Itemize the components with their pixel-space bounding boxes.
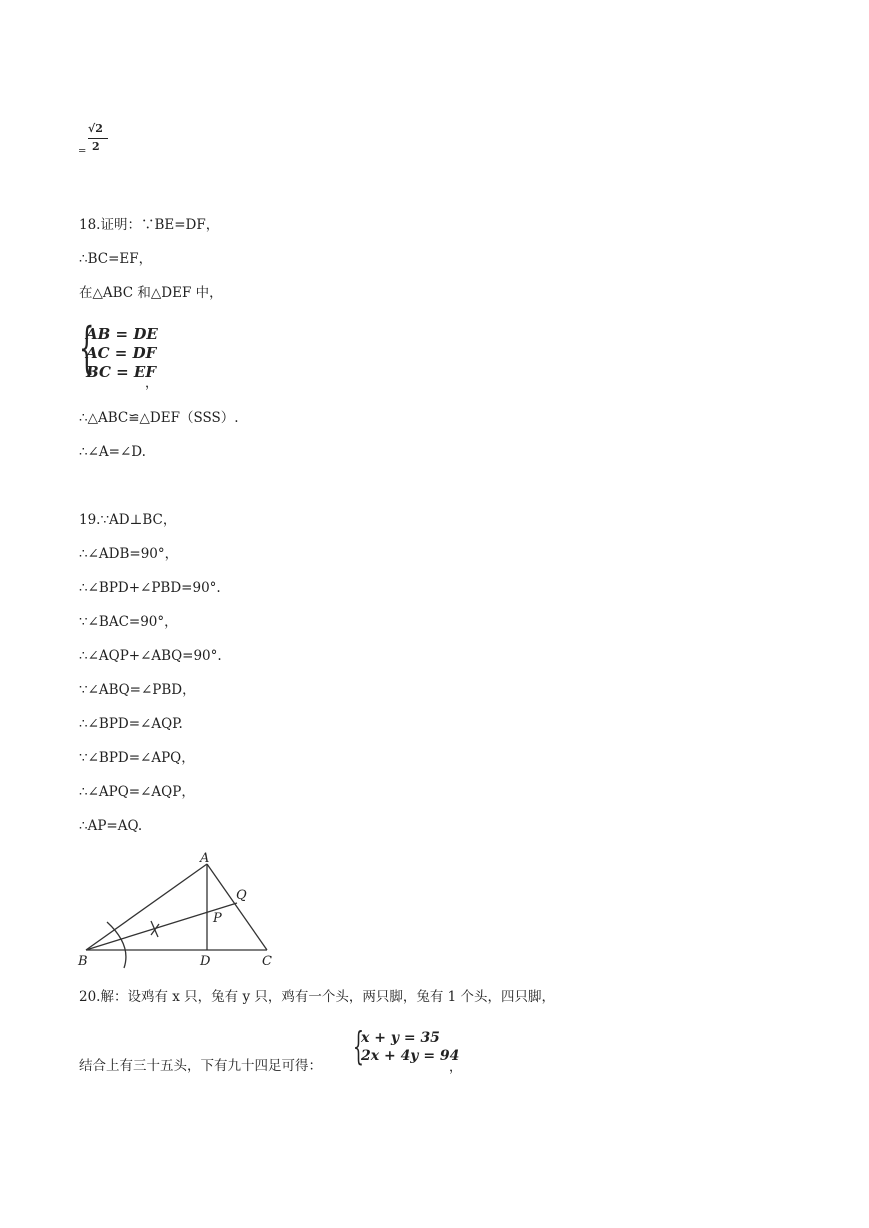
q19-line-2: ∴∠ADB=90°， [79, 546, 179, 562]
q18-conclusion-1: ∴△ABC≌△DEF（SSS）. [79, 410, 239, 426]
system-comma: ， [145, 376, 159, 391]
system-row-2: 2x + 4y = 94 [361, 1048, 460, 1064]
left-brace: { [79, 316, 95, 379]
q18-line-1: 18.证明：∵BE=DF， [79, 217, 220, 233]
q19-line-7: ∴∠BPD=∠AQP. [79, 716, 183, 732]
label-b: B [78, 954, 88, 969]
segment-ba [86, 864, 207, 950]
q18-line-2: ∴BC=EF， [79, 251, 153, 267]
q19-line-9: ∴∠APQ=∠AQP， [79, 784, 195, 800]
label-d: D [200, 954, 211, 969]
q20-line-2: 结合上有三十五头，下有九十四足可得： [79, 1058, 322, 1074]
q19-line-6: ∵∠ABQ=∠PBD， [79, 682, 196, 698]
label-c: C [262, 954, 272, 969]
fraction-denominator: 2 [92, 140, 100, 153]
q18-line-3: 在△ABC 和△DEF 中， [79, 285, 223, 301]
system-row-1: x + y = 35 [361, 1030, 440, 1046]
system-row-1: AB = DE [86, 325, 158, 343]
fraction-bar [88, 138, 108, 139]
fraction-numerator: √2 [88, 122, 103, 135]
q19-line-10: ∴AP=AQ. [79, 818, 143, 834]
arc-mark [107, 922, 126, 968]
equals-sign: = [78, 146, 87, 157]
q20-line-1: 20.解：设鸡有 x 只，兔有 y 只，鸡有一个头，两只脚，兔有 1 个头，四只脚， [79, 989, 556, 1005]
label-p: P [213, 911, 222, 926]
system-comma: ， [449, 1060, 463, 1075]
label-q: Q [236, 888, 247, 903]
q19-line-8: ∵∠BPD=∠APQ， [79, 750, 195, 766]
left-brace: { [353, 1024, 364, 1068]
q19-line-1: 19.∵AD⊥BC， [79, 512, 177, 528]
q19-line-3: ∴∠BPD+∠PBD=90°. [79, 580, 221, 596]
segment-ac [207, 864, 267, 950]
q19-line-4: ∵∠BAC=90°， [79, 614, 178, 630]
system-row-3: BC = EF [86, 363, 156, 381]
system-row-2: AC = DF [86, 344, 157, 362]
q18-conclusion-2: ∴∠A=∠D. [79, 444, 146, 460]
cross-mark [151, 921, 159, 937]
q19-line-5: ∴∠AQP+∠ABQ=90°. [79, 648, 222, 664]
label-a: A [200, 851, 210, 866]
segment-bq [86, 903, 237, 950]
